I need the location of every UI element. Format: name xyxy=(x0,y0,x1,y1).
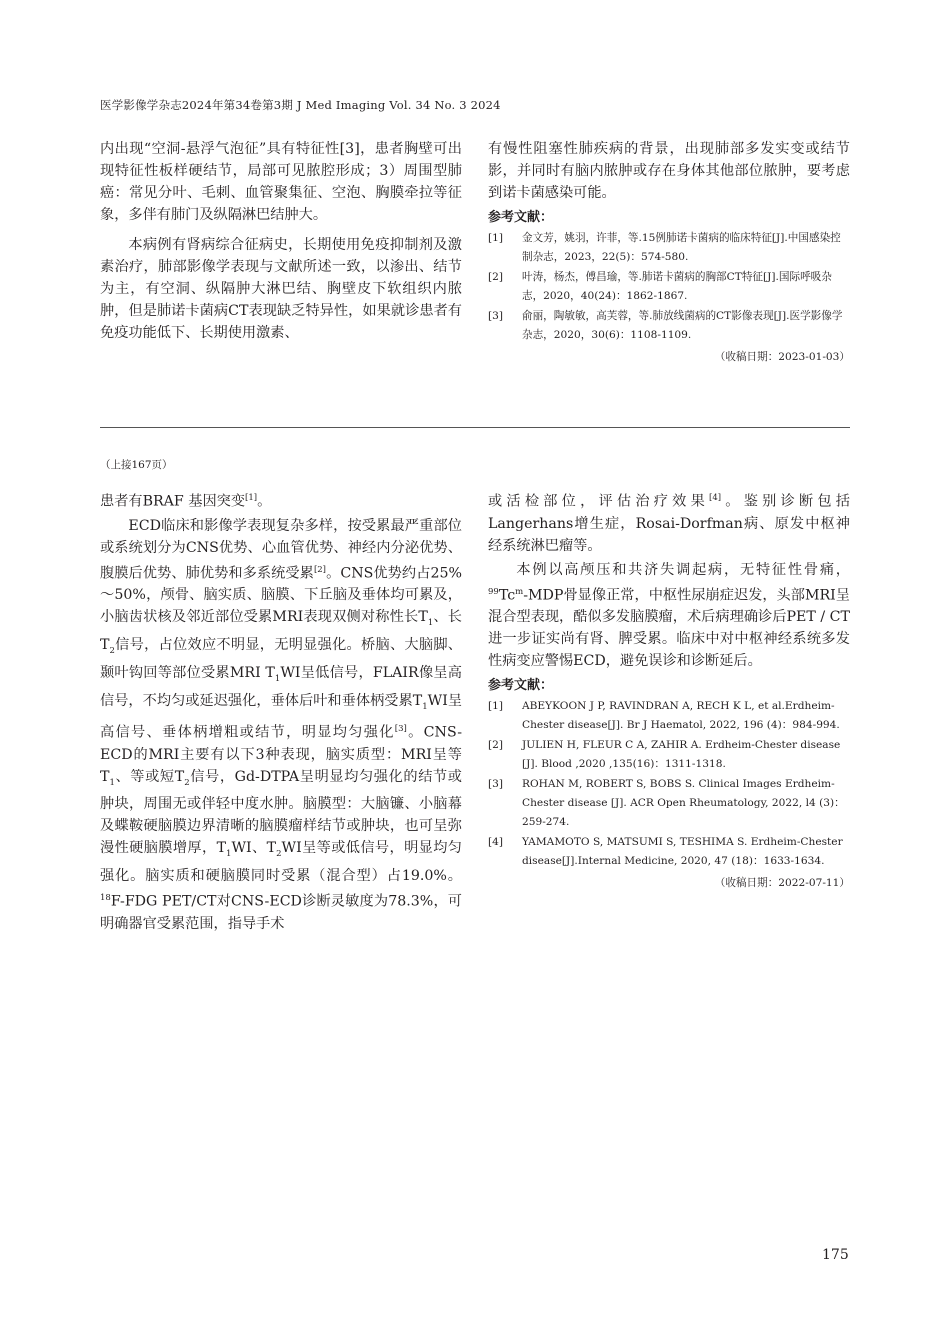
citation: [3] xyxy=(394,723,407,734)
reference-number: [2] xyxy=(488,271,504,283)
section-divider xyxy=(100,427,850,428)
top-references-title: 参考文献： xyxy=(488,210,554,225)
bottom-right-paragraph-1: 或活检部位，评估治疗效果[4]。鉴别诊断包括Langerhans增生症，Rosai-Dorfman病、原发中枢神经系统淋巴瘤等。 xyxy=(488,493,850,554)
reference-text: 叶涛，杨杰，傅昌瑜，等.肺诺卡菌病的胸部CT特征[J].国际呼吸杂志，2020，40(24)：1862-1867. xyxy=(522,271,832,302)
reference-item xyxy=(488,833,850,871)
received-date: （收稿日期：2022-07-11） xyxy=(714,877,850,890)
reference-item xyxy=(488,229,850,267)
reference-text: YAMAMOTO S, MATSUMI S, TESHIMA S. Erdheim-Chester disease[J].Internal Medicine, 2020, 47 (18)：1633-1634. xyxy=(522,836,843,868)
reference-item xyxy=(488,697,850,735)
reference-text: 金文芳，姚羽，许菲，等.15例肺诺卡菌病的临床特征[J].中国感染控制杂志，2023，22(5)：574-580. xyxy=(522,232,841,263)
reference-number: [3] xyxy=(488,778,504,791)
top-left-paragraph-2: 本病例有肾病综合征病史，长期使用免疫抑制剂及激素治疗，肺部影像学表现与文献所述一致，以渗出、结节为主，有空洞、纵隔肿大淋巴结、胸壁皮下软组织内脓肿，但是肺诺卡菌病CT表现缺乏特异性，如果就诊患者有免疫功能低下、长期使用激素、 xyxy=(100,237,462,341)
reference-text: ROHAN M, ROBERT S, BOBS S. Clinical Images Erdheim-Chester disease [J]. ACR Open Rheumatology, 2022, l4 (3)：259-274. xyxy=(522,778,845,829)
reference-item xyxy=(488,775,850,832)
top-right-column xyxy=(488,138,850,367)
reference-item xyxy=(488,268,850,306)
reference-item xyxy=(488,736,850,774)
reference-number: [3] xyxy=(488,310,504,322)
continued-from-note: （上接167页） xyxy=(100,459,173,471)
top-left-column xyxy=(100,138,462,344)
bottom-right-column xyxy=(488,487,850,893)
top-right-paragraph: 有慢性阻塞性肺疾病的背景，出现肺部多发实变或结节影，并同时有脑内脓肿或存在身体其他部位脓肿，要考虑到诺卡菌感染可能。 xyxy=(488,141,850,201)
reference-number: [1] xyxy=(488,232,504,244)
top-left-paragraph-1: 内出现“空洞-悬浮气泡征”具有特征性[3]，患者胸壁可出现特征性板样硬结节，局部可见脓腔形成；3）周围型肺癌：常见分叶、毛刺、血管聚集征、空泡、胸膜牵拉等征象，多伴有肺门及纵隔淋巴结肿大。 xyxy=(100,141,462,223)
citation: [4] xyxy=(709,493,722,503)
bottom-left-paragraph-2: ECD临床和影像学表现复杂多样，按受累最严重部位或系统划分为CNS优势、心血管优势、神经内分泌优势、腹膜后优势、肺优势和多系统受累[2]。CNS优势约占25%～50%，颅骨、脑实质、脑膜、下丘脑及垂体均可累及，小脑齿状核及邻近部位受累MRI表现双侧对称性长$T_1$、长$T_2$信号，占位效应不明显，无明显强化。桥脑、大脑脚、颞叶钩回等部位受累MRI $T_1WI$呈低信号，FLAIR像呈高信号，不均匀或延迟强化，垂体后叶和垂体柄受累$T_1WI$呈高信号、垂体柄增粗或结节，明显均匀强化[3]。CNS-ECD的MRI主要有以下3种表现，脑实质型：MRI呈等$T_1$、等或短$T_2$信号，Gd-DTPA呈明显均匀强化的结节或肿块，周围无或伴轻中度水肿。脑膜型：大脑镰、小脑幕及蝶鞍硬脑膜边界清晰的脑膜瘤样结节或肿块，也可呈弥漫性硬脑膜增厚，$T_1WI$、$T_2WI$呈等或低信号，明显均匀强化。脑实质和硬脑膜同时受累（混合型）占19.0%。$^{18}$F-FDG PET/CT对CNS-ECD诊断灵敏度为78.3%，可明确器官受累范围，指导手术 xyxy=(100,517,463,932)
reference-number: [4] xyxy=(488,836,504,849)
reference-number: [1] xyxy=(488,700,504,713)
bottom-left-column xyxy=(100,487,462,935)
bottom-references-title: 参考文献： xyxy=(488,678,554,694)
citation: [2] xyxy=(313,564,326,575)
reference-text: 俞丽，陶敏敏，高芙蓉，等.肺放线菌病的CT影像表现[J].医学影像学杂志，2020，30(6)：1108-1109. xyxy=(522,310,843,341)
running-header: 医学影像学杂志2024年第34卷第3期 J Med Imaging Vol. 34 No. 3 2024 xyxy=(100,98,501,112)
received-date: （收稿日期：2023-01-03） xyxy=(714,351,850,363)
reference-text: JULIEN H, FLEUR C A, ZAHIR A. Erdheim-Chester disease [J]. Blood ,2020 ,135(16)：1311-1318. xyxy=(522,739,841,771)
reference-number: [2] xyxy=(488,739,504,752)
bottom-left-paragraph-1: 患者有BRAF 基因突变[1]。 xyxy=(100,493,272,510)
bottom-right-paragraph-2: 本例以高颅压和共济失调起病，无特征性骨痛，$^{99}$Tc$^m$-MDP骨显像正常，中枢性尿崩症迟发，头部MRI呈混合型表现，酷似多发脑膜瘤，术后病理确诊后PET / CT进一步证实尚有肾、脾受累。临床中对中枢神经系统多发性病变应警惕ECD，避免误诊和诊断延后。 xyxy=(488,561,850,670)
reference-item xyxy=(488,307,850,345)
citation: [1] xyxy=(245,493,258,503)
page-number: 175 xyxy=(822,1247,849,1263)
reference-text: ABEYKOON J P, RAVINDRAN A, RECH K L, et al.Erdheim-Chester disease[J]. Br J Haematol, 2022, 196 (4)：984-994. xyxy=(522,700,840,732)
